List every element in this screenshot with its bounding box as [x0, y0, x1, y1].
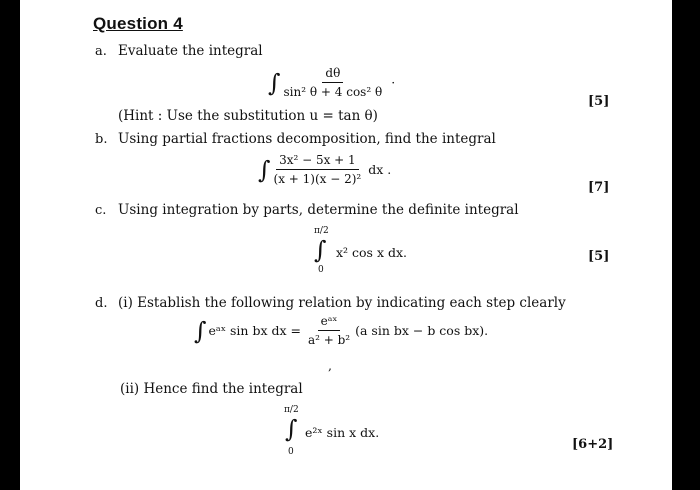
- part-b-label: b.: [95, 132, 108, 147]
- part-b-marks: [7]: [588, 180, 610, 195]
- part-d-label: d.: [95, 296, 108, 311]
- part-c-lower-limit: 0: [318, 265, 324, 275]
- part-a-instruction: Evaluate the integral: [118, 43, 263, 59]
- part-d-lhs: eᵃˣ sin bx dx =: [208, 323, 301, 338]
- part-b-numerator: 3x² − 5x + 1: [276, 153, 359, 170]
- part-c-marks: [5]: [588, 249, 610, 264]
- part-a-trailing: ·: [391, 75, 396, 90]
- part-d-upper-limit: π/2: [284, 405, 299, 415]
- integral-sign: ∫: [314, 236, 327, 264]
- part-b-instruction: Using partial fractions decomposition, find the integral: [118, 131, 496, 147]
- part-c-instruction: Using integration by parts, determine the definite integral: [118, 202, 519, 218]
- integral-sign: ∫: [285, 415, 298, 443]
- part-d-stray-mark: ,: [328, 358, 332, 373]
- part-a-integral: [268, 66, 395, 99]
- part-b-integral: [258, 153, 391, 186]
- part-b-fraction: [271, 153, 365, 186]
- part-d-instruction-i: (i) Establish the following relation by indicating each step clearly: [118, 295, 566, 311]
- part-d-relation: [194, 314, 488, 347]
- left-dark-border: [0, 0, 20, 490]
- part-d-rhs-tail: (a sin bx − b cos bx).: [355, 323, 489, 338]
- right-dark-border: [672, 0, 700, 490]
- part-d-integrand: e²ˣ sin x dx.: [305, 425, 380, 440]
- part-c-integrand: x² cos x dx.: [336, 245, 407, 260]
- part-a-marks: [5]: [588, 94, 610, 109]
- part-d-marks: [6+2]: [572, 437, 614, 452]
- part-a-denominator: sin² θ + 4 cos² θ: [283, 85, 383, 99]
- integral-sign: ∫: [268, 68, 281, 97]
- part-a-numerator: dθ: [322, 66, 343, 83]
- part-a-label: a.: [95, 44, 107, 59]
- integral-sign: ∫: [194, 316, 207, 345]
- question-title: Question 4: [93, 14, 183, 33]
- part-a-fraction: [281, 66, 386, 99]
- part-d-rhs-fraction: [305, 314, 353, 347]
- part-d-instruction-ii: (ii) Hence find the integral: [120, 381, 303, 397]
- part-c-label: c.: [95, 203, 107, 218]
- part-b-trailing: dx .: [368, 162, 392, 177]
- part-a-hint: (Hint : Use the substitution u = tan θ): [118, 108, 378, 124]
- integral-sign: ∫: [258, 155, 271, 184]
- part-d-rhs-numerator: eᵃˣ: [318, 314, 341, 331]
- part-b-denominator: (x + 1)(x − 2)²: [273, 172, 362, 186]
- part-c-upper-limit: π/2: [314, 226, 329, 236]
- part-d-lower-limit: 0: [288, 447, 294, 457]
- part-d-rhs-denominator: a² + b²: [307, 333, 351, 347]
